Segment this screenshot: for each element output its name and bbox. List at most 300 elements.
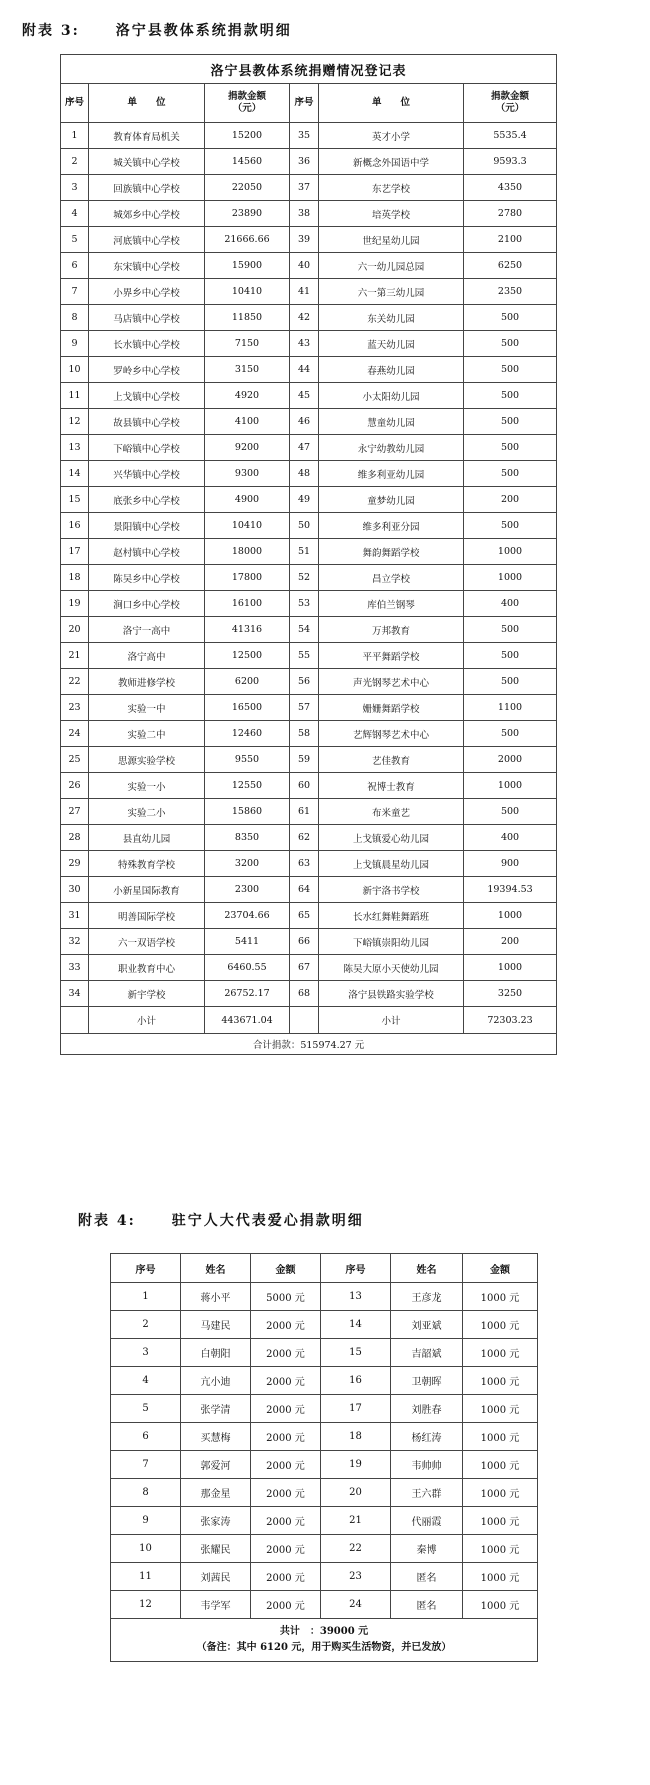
table-cell: 县直幼儿园 — [89, 825, 205, 851]
table-cell: 1000 元 — [463, 1311, 538, 1339]
table-cell: 54 — [290, 617, 319, 643]
table-cell: 春燕幼儿园 — [319, 357, 464, 383]
table-header-row — [61, 84, 557, 123]
table-cell: 500 — [464, 461, 557, 487]
table-cell: 东艺学校 — [319, 175, 464, 201]
table-cell: 16 — [61, 513, 89, 539]
table-cell: 19 — [61, 591, 89, 617]
table-row — [111, 1591, 538, 1619]
table-cell: 60 — [290, 773, 319, 799]
table-cell: 秦博 — [391, 1535, 463, 1563]
table-row — [61, 383, 557, 409]
table-cell: 15 — [321, 1339, 391, 1367]
table-cell: 蓝天幼儿园 — [319, 331, 464, 357]
table-cell: 17 — [61, 539, 89, 565]
table-cell: 2000 元 — [251, 1423, 321, 1451]
table-row — [61, 669, 557, 695]
table-cell: 1000 — [464, 903, 557, 929]
table-cell: 21666.66 — [205, 227, 290, 253]
table-cell: 45 — [290, 383, 319, 409]
table-cell: 刘胜春 — [391, 1395, 463, 1423]
column-header: 序号 — [321, 1254, 391, 1283]
table-cell: 8350 — [205, 825, 290, 851]
table-cell: 14 — [61, 461, 89, 487]
table-cell: 26752.17 — [205, 981, 290, 1007]
table-cell: 1000 元 — [463, 1423, 538, 1451]
appendix3-label: 附表 3: — [22, 23, 80, 39]
column-header: 捐款金额 （元） — [205, 84, 290, 123]
table-cell: 23704.66 — [205, 903, 290, 929]
appendix4-title: 驻宁人大代表爱心捐款明细 — [171, 1213, 364, 1229]
table-cell: 500 — [464, 435, 557, 461]
table-cell: 新宇学校 — [89, 981, 205, 1007]
table-cell: 王六群 — [391, 1479, 463, 1507]
table-cell: 21 — [321, 1507, 391, 1535]
table-cell: 洛宁一高中 — [89, 617, 205, 643]
table-cell: 2000 元 — [251, 1367, 321, 1395]
table-cell: 新概念外国语中学 — [319, 149, 464, 175]
table-cell: 1000 元 — [463, 1535, 538, 1563]
table-cell: 培英学校 — [319, 201, 464, 227]
table-row — [61, 461, 557, 487]
table-cell: 下峪镇崇阳幼儿园 — [319, 929, 464, 955]
table-cell: 31 — [61, 903, 89, 929]
table-row — [61, 955, 557, 981]
table-cell: 59 — [290, 747, 319, 773]
table-cell: 7 — [111, 1451, 181, 1479]
table-cell: 18 — [321, 1423, 391, 1451]
table-cell: 上戈镇中心学校 — [89, 383, 205, 409]
table-row — [61, 253, 557, 279]
table-cell: 买慧梅 — [181, 1423, 251, 1451]
table-cell: 长水镇中心学校 — [89, 331, 205, 357]
table-cell: 3 — [61, 175, 89, 201]
table-cell: 18000 — [205, 539, 290, 565]
table-cell: 66 — [290, 929, 319, 955]
table-row — [61, 799, 557, 825]
table-cell: 万邦教育 — [319, 617, 464, 643]
table-cell: 6 — [111, 1423, 181, 1451]
table-cell: 2000 元 — [251, 1507, 321, 1535]
table-cell: 500 — [464, 643, 557, 669]
table-cell: 2000 元 — [251, 1479, 321, 1507]
table-cell: 涧口乡中心学校 — [89, 591, 205, 617]
table-cell: 2780 — [464, 201, 557, 227]
table-cell: 14 — [321, 1311, 391, 1339]
table-cell: 500 — [464, 721, 557, 747]
table-cell: 城郊乡中心学校 — [89, 201, 205, 227]
table-cell: 祝博士教育 — [319, 773, 464, 799]
table-cell: 32 — [61, 929, 89, 955]
table-cell: 2000 元 — [251, 1451, 321, 1479]
table-cell: 1100 — [464, 695, 557, 721]
table-cell: 22 — [321, 1535, 391, 1563]
table-cell: 23 — [321, 1563, 391, 1591]
table-row — [61, 617, 557, 643]
table-cell: 17 — [321, 1395, 391, 1423]
table-row — [61, 851, 557, 877]
table-cell: 下峪镇中心学校 — [89, 435, 205, 461]
table-cell: 1 — [61, 123, 89, 149]
table-cell: 东宋镇中心学校 — [89, 253, 205, 279]
table-cell: 英才小学 — [319, 123, 464, 149]
table-cell: 新宇洛书学校 — [319, 877, 464, 903]
table-cell: 55 — [290, 643, 319, 669]
table-cell: 58 — [290, 721, 319, 747]
table-cell: 明善国际学校 — [89, 903, 205, 929]
table-cell: 2000 元 — [251, 1535, 321, 1563]
table-row — [61, 435, 557, 461]
table-row — [61, 409, 557, 435]
table-row — [61, 149, 557, 175]
table-cell: 15 — [61, 487, 89, 513]
table-cell: 艺辉钢琴艺术中心 — [319, 721, 464, 747]
table-cell: 罗岭乡中心学校 — [89, 357, 205, 383]
table-cell: 23 — [61, 695, 89, 721]
table-cell: 400 — [464, 825, 557, 851]
table-cell: 11 — [61, 383, 89, 409]
donation-table-education — [60, 54, 557, 1055]
table-cell: 上戈镇晨星幼儿园 — [319, 851, 464, 877]
table-cell: 2300 — [205, 877, 290, 903]
table-cell: 19394.53 — [464, 877, 557, 903]
table-row — [111, 1451, 538, 1479]
table-row — [61, 929, 557, 955]
table-cell: 12500 — [205, 643, 290, 669]
column-header: 金额 — [251, 1254, 321, 1283]
table-cell: 49 — [290, 487, 319, 513]
table-row — [61, 773, 557, 799]
table-cell: 东关幼儿园 — [319, 305, 464, 331]
table-body — [111, 1283, 538, 1619]
table-cell: 世纪星幼儿园 — [319, 227, 464, 253]
table-cell: 实验一中 — [89, 695, 205, 721]
appendix4-heading — [78, 1210, 400, 1230]
table-cell: 4100 — [205, 409, 290, 435]
table-cell: 9 — [111, 1507, 181, 1535]
table-cell: 15200 — [205, 123, 290, 149]
table-cell: 2350 — [464, 279, 557, 305]
table-cell: 8 — [111, 1479, 181, 1507]
table-cell: 10410 — [205, 513, 290, 539]
table-cell: 声光钢琴艺术中心 — [319, 669, 464, 695]
table-cell: 57 — [290, 695, 319, 721]
table-cell: 15900 — [205, 253, 290, 279]
table-cell: 8 — [61, 305, 89, 331]
table-cell: 马店镇中心学校 — [89, 305, 205, 331]
column-header: 序号 — [290, 84, 319, 123]
table-cell: 25 — [61, 747, 89, 773]
table-cell: 15860 — [205, 799, 290, 825]
table-cell: 2000 元 — [251, 1339, 321, 1367]
column-header: 捐款金额 （元） — [464, 84, 557, 123]
table-cell: 张家涛 — [181, 1507, 251, 1535]
table-cell: 11850 — [205, 305, 290, 331]
column-header: 金额 — [463, 1254, 538, 1283]
table-cell: 10 — [111, 1535, 181, 1563]
table-row — [61, 903, 557, 929]
table-cell: 65 — [290, 903, 319, 929]
table-cell: 1000 元 — [463, 1479, 538, 1507]
table-cell: 500 — [464, 357, 557, 383]
table-cell: 28 — [61, 825, 89, 851]
table-cell: 1000 元 — [463, 1507, 538, 1535]
table-cell: 底张乡中心学校 — [89, 487, 205, 513]
donation-table-representatives — [110, 1253, 538, 1662]
table-cell: 2000 元 — [251, 1395, 321, 1423]
table-cell: 1000 元 — [463, 1339, 538, 1367]
subtotal-right: 72303.23 — [464, 1007, 557, 1034]
table-cell: 郭爱河 — [181, 1451, 251, 1479]
table-cell: 7 — [61, 279, 89, 305]
table-cell: 小界乡中心学校 — [89, 279, 205, 305]
table-cell: 20 — [61, 617, 89, 643]
table-row — [111, 1339, 538, 1367]
table-row — [111, 1563, 538, 1591]
table-cell: 11 — [111, 1563, 181, 1591]
table-cell: 67 — [290, 955, 319, 981]
table-cell: 布米童艺 — [319, 799, 464, 825]
table-cell: 16100 — [205, 591, 290, 617]
table-cell: 1000 元 — [463, 1367, 538, 1395]
table-cell: 14560 — [205, 149, 290, 175]
table-cell: 马建民 — [181, 1311, 251, 1339]
table-cell: 长水红舞鞋舞蹈班 — [319, 903, 464, 929]
table-cell: 62 — [290, 825, 319, 851]
table-cell: 200 — [464, 929, 557, 955]
table-cell: 2 — [111, 1311, 181, 1339]
table-cell: 4 — [111, 1367, 181, 1395]
table-cell: 1000 — [464, 565, 557, 591]
table-cell: 1000 — [464, 539, 557, 565]
table-cell: 张耀民 — [181, 1535, 251, 1563]
table-row — [61, 695, 557, 721]
table-cell: 白朝阳 — [181, 1339, 251, 1367]
table-cell: 400 — [464, 591, 557, 617]
table-cell: 小太阳幼儿园 — [319, 383, 464, 409]
table-cell: 1000 元 — [463, 1591, 538, 1619]
table-cell: 42 — [290, 305, 319, 331]
table-row — [61, 565, 557, 591]
table-cell: 5 — [111, 1395, 181, 1423]
table-cell: 41 — [290, 279, 319, 305]
table-row — [111, 1283, 538, 1311]
grand-total-row — [61, 1034, 557, 1055]
table-cell: 5535.4 — [464, 123, 557, 149]
table-cell: 4920 — [205, 383, 290, 409]
column-header: 单 位 — [89, 84, 205, 123]
table-cell: 1000 — [464, 955, 557, 981]
table-cell: 1000 — [464, 773, 557, 799]
table-row — [61, 747, 557, 773]
table-cell: 教师进修学校 — [89, 669, 205, 695]
table-cell: 1000 元 — [463, 1451, 538, 1479]
table-cell: 17800 — [205, 565, 290, 591]
table-cell: 500 — [464, 799, 557, 825]
table-cell: 9593.3 — [464, 149, 557, 175]
table-cell: 库伯兰钢琴 — [319, 591, 464, 617]
table-cell: 兴华镇中心学校 — [89, 461, 205, 487]
table-cell: 500 — [464, 305, 557, 331]
table-cell: 50 — [290, 513, 319, 539]
table-cell: 小新星国际教育 — [89, 877, 205, 903]
table-cell: 500 — [464, 383, 557, 409]
table-row — [61, 201, 557, 227]
table-cell: 6250 — [464, 253, 557, 279]
column-header: 单 位 — [319, 84, 464, 123]
column-header: 姓名 — [391, 1254, 463, 1283]
total-amount: 共计 ：39000 元 — [279, 1626, 369, 1637]
table-cell: 故县镇中心学校 — [89, 409, 205, 435]
table-cell: 吉韶斌 — [391, 1339, 463, 1367]
table-cell: 9300 — [205, 461, 290, 487]
table-cell: 44 — [290, 357, 319, 383]
table-row — [61, 487, 557, 513]
table-cell: 13 — [61, 435, 89, 461]
table-cell: 51 — [290, 539, 319, 565]
table-cell: 1000 元 — [463, 1563, 538, 1591]
table-cell: 12 — [111, 1591, 181, 1619]
table-cell: 500 — [464, 409, 557, 435]
table-cell: 2 — [61, 149, 89, 175]
appendix3-heading — [22, 20, 328, 40]
table-cell: 500 — [464, 669, 557, 695]
table-cell: 赵村镇中心学校 — [89, 539, 205, 565]
table-cell: 韦学军 — [181, 1591, 251, 1619]
table-cell: 2000 元 — [251, 1311, 321, 1339]
table-row — [111, 1479, 538, 1507]
table-cell: 艺佳教育 — [319, 747, 464, 773]
table-cell: 9200 — [205, 435, 290, 461]
table-cell: 1000 元 — [463, 1395, 538, 1423]
table-cell: 王彦龙 — [391, 1283, 463, 1311]
appendix4-label: 附表 4: — [78, 1213, 136, 1229]
table-cell: 张学清 — [181, 1395, 251, 1423]
table-row — [111, 1395, 538, 1423]
table-cell: 39 — [290, 227, 319, 253]
table-cell: 26 — [61, 773, 89, 799]
table-cell: 35 — [290, 123, 319, 149]
table-cell: 16500 — [205, 695, 290, 721]
table-cell: 特殊教育学校 — [89, 851, 205, 877]
table-header-row — [111, 1254, 538, 1283]
table-row — [61, 357, 557, 383]
table-cell: 3 — [111, 1339, 181, 1367]
table-cell: 陈吴乡中心学校 — [89, 565, 205, 591]
table-cell: 24 — [61, 721, 89, 747]
table-cell: 刘亚斌 — [391, 1311, 463, 1339]
table-cell: 2000 元 — [251, 1563, 321, 1591]
table-cell: 5000 元 — [251, 1283, 321, 1311]
table-cell: 37 — [290, 175, 319, 201]
grand-total: 合计捐款：515974.27 元 — [61, 1034, 557, 1055]
table-cell: 200 — [464, 487, 557, 513]
table-cell: 实验二中 — [89, 721, 205, 747]
table-cell: 六一双语学校 — [89, 929, 205, 955]
table-cell: 永宁幼教幼儿园 — [319, 435, 464, 461]
table-cell: 1000 元 — [463, 1283, 538, 1311]
table-cell: 19 — [321, 1451, 391, 1479]
table-cell: 53 — [290, 591, 319, 617]
column-header: 序号 — [61, 84, 89, 123]
table-cell: 900 — [464, 851, 557, 877]
table-cell: 洛宁县铁路实验学校 — [319, 981, 464, 1007]
table-cell: 河底镇中心学校 — [89, 227, 205, 253]
table-row — [61, 279, 557, 305]
table-cell: 56 — [290, 669, 319, 695]
table-cell: 27 — [61, 799, 89, 825]
table-cell: 六一第三幼儿园 — [319, 279, 464, 305]
table-cell: 平平舞蹈学校 — [319, 643, 464, 669]
table-cell: 姗姗舞蹈学校 — [319, 695, 464, 721]
table-cell: 9 — [61, 331, 89, 357]
table-cell: 48 — [290, 461, 319, 487]
table-row — [61, 539, 557, 565]
table-cell: 52 — [290, 565, 319, 591]
table-row — [61, 227, 557, 253]
table-cell: 40 — [290, 253, 319, 279]
table-cell: 41316 — [205, 617, 290, 643]
table-cell: 21 — [61, 643, 89, 669]
table-cell: 9550 — [205, 747, 290, 773]
table-cell: 47 — [290, 435, 319, 461]
table-cell: 六一幼儿园总园 — [319, 253, 464, 279]
table-cell: 思源实验学校 — [89, 747, 205, 773]
subtotal-row — [61, 1007, 557, 1034]
table-row — [61, 981, 557, 1007]
table-cell: 3150 — [205, 357, 290, 383]
table-cell: 4900 — [205, 487, 290, 513]
table-row — [111, 1423, 538, 1451]
table-cell: 陈吴大原小天使幼儿园 — [319, 955, 464, 981]
table-title: 洛宁县教体系统捐赠情况登记表 — [61, 55, 557, 84]
table-cell: 城关镇中心学校 — [89, 149, 205, 175]
table-cell: 杨红涛 — [391, 1423, 463, 1451]
table-cell: 10 — [61, 357, 89, 383]
table-cell: 43 — [290, 331, 319, 357]
table-cell: 20 — [321, 1479, 391, 1507]
table-row — [61, 305, 557, 331]
table-cell: 维多利亚幼儿园 — [319, 461, 464, 487]
appendix3-title: 洛宁县教体系统捐款明细 — [115, 23, 292, 39]
column-header: 姓名 — [181, 1254, 251, 1283]
table-cell: 3250 — [464, 981, 557, 1007]
table-cell: 10410 — [205, 279, 290, 305]
table-cell: 6460.55 — [205, 955, 290, 981]
table-body — [61, 123, 557, 1007]
table-cell: 维多利亚分园 — [319, 513, 464, 539]
table-row — [61, 721, 557, 747]
table-row — [61, 123, 557, 149]
table-cell: 韦帅帅 — [391, 1451, 463, 1479]
table-row — [61, 877, 557, 903]
table-row — [61, 591, 557, 617]
table-cell: 500 — [464, 617, 557, 643]
table-cell: 3200 — [205, 851, 290, 877]
subtotal-label-right: 小计 — [319, 1007, 464, 1034]
total-row — [111, 1619, 538, 1662]
table-cell: 5411 — [205, 929, 290, 955]
table-cell: 500 — [464, 331, 557, 357]
table-cell: 22 — [61, 669, 89, 695]
table-cell: 景阳镇中心学校 — [89, 513, 205, 539]
table-row — [61, 175, 557, 201]
table-cell: 5 — [61, 227, 89, 253]
table-row — [111, 1311, 538, 1339]
table-cell: 2000 — [464, 747, 557, 773]
table-cell: 匿名 — [391, 1591, 463, 1619]
table-cell: 洛宁高中 — [89, 643, 205, 669]
